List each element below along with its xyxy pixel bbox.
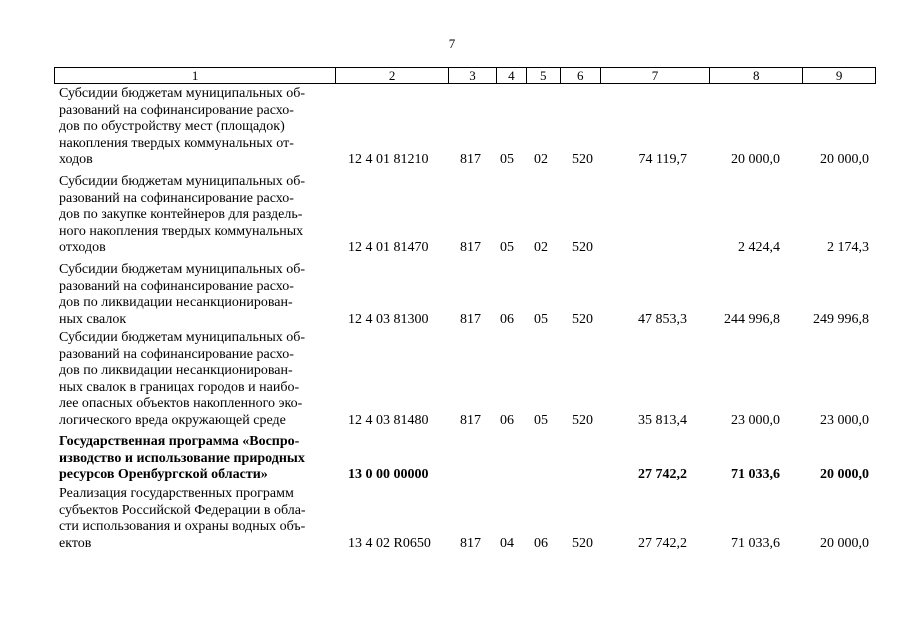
subsection-code: 06 [534, 535, 548, 551]
admin-code: 817 [460, 152, 481, 167]
amount-col-9: 2 174,3 [827, 240, 869, 255]
description-line: Реализация государственных программ [59, 486, 294, 501]
section-code: 05 [500, 240, 514, 255]
description-line: ных свалок в границах городов и наибо- [59, 379, 300, 395]
section-code: 06 [500, 412, 514, 428]
amount-col-8: 20 000,0 [731, 152, 780, 167]
budget-code: 12 4 01 81470 [348, 240, 429, 255]
header-col-3: 3 [449, 68, 497, 83]
page-number: 7 [448, 36, 456, 51]
amount-col-7: 74 119,7 [638, 152, 687, 167]
description-line: ектов [59, 535, 92, 551]
amount-col-9: 23 000,0 [820, 412, 869, 428]
description-line: Субсидии бюджетам муниципальных об- [59, 174, 306, 189]
header-col-9: 9 [835, 68, 843, 83]
description-line: ных свалок [59, 311, 127, 327]
expense-type-code: 520 [572, 311, 593, 327]
row-description [59, 262, 334, 328]
header-col-1: 1 [55, 68, 336, 83]
budget-code: 13 0 00 00000 [348, 467, 429, 482]
amount-col-8: 2 424,4 [738, 240, 780, 255]
subsection-code: 02 [534, 152, 548, 167]
description-line: дов по ликвидации несанкционирован- [59, 363, 293, 378]
description-line: Субсидии бюджетам муниципальных об- [59, 86, 306, 101]
amount-col-9: 20 000,0 [820, 535, 869, 551]
amount-col-8: 244 996,8 [724, 311, 780, 327]
row-description [59, 330, 334, 429]
description-line: разований на софинансирование расхо- [59, 102, 294, 118]
amount-col-7: 47 853,3 [638, 311, 687, 327]
description-line: дов по обустройству мест (площадок) [59, 119, 285, 134]
expense-type-code: 520 [572, 152, 593, 167]
row-description [59, 486, 334, 552]
section-code: 04 [500, 535, 514, 551]
budget-code: 12 4 03 81300 [348, 311, 429, 327]
amount-col-8: 71 033,6 [731, 535, 780, 551]
row-description [59, 86, 334, 169]
admin-code: 817 [460, 311, 481, 327]
subsection-code: 02 [534, 240, 548, 255]
admin-code: 817 [460, 240, 481, 255]
header-col-2: 2 [336, 68, 449, 83]
header-col-4: 4 [497, 68, 527, 83]
subsection-code: 05 [534, 412, 548, 428]
amount-col-7: 27 742,2 [638, 535, 687, 551]
description-line: логического вреда окружающей среде [59, 412, 286, 428]
admin-code: 817 [460, 535, 481, 551]
expense-type-code: 520 [572, 535, 593, 551]
amount-col-8: 23 000,0 [731, 412, 780, 428]
description-line: Государственная программа «Воспро- [59, 434, 300, 449]
description-line: дов по ликвидации несанкционирован- [59, 295, 293, 310]
description-line: разований на софинансирование расхо- [59, 190, 294, 206]
header-col-8: 8 [710, 68, 803, 83]
row-description [59, 174, 334, 257]
amount-col-8: 71 033,6 [731, 467, 780, 482]
amount-col-9: 20 000,0 [820, 467, 869, 482]
description-line: лее опасных объектов накопленного эко- [59, 396, 303, 411]
subsection-code: 05 [534, 311, 548, 327]
description-line: изводство и использование природных [59, 450, 305, 466]
amount-col-9: 249 996,8 [813, 311, 869, 327]
description-line: Субсидии бюджетам муниципальных об- [59, 262, 306, 277]
expense-type-code: 520 [572, 240, 593, 255]
description-line: разований на софинансирование расхо- [59, 346, 294, 362]
description-line: разований на софинансирование расхо- [59, 278, 294, 294]
amount-col-7: 35 813,4 [638, 412, 687, 428]
description-line: ного накопления твердых коммунальных [59, 223, 304, 239]
expense-type-code: 520 [572, 412, 593, 428]
description-line: дов по закупке контейнеров для раздель- [59, 207, 303, 222]
section-code: 06 [500, 311, 514, 327]
description-line: ресурсов Оренбургской области» [59, 467, 268, 482]
budget-code: 12 4 01 81210 [348, 152, 429, 167]
header-col-7: 7 [601, 68, 711, 83]
budget-code: 13 4 02 R0650 [348, 535, 431, 551]
amount-col-9: 20 000,0 [820, 152, 869, 167]
description-line: отходов [59, 240, 106, 255]
amount-col-7: 27 742,2 [638, 467, 687, 482]
description-line: сти использования и охраны водных объ- [59, 519, 306, 534]
header-col-6: 6 [561, 68, 601, 83]
section-code: 05 [500, 152, 514, 167]
header-col-5: 5 [527, 68, 561, 83]
description-line: Субсидии бюджетам муниципальных об- [59, 330, 306, 345]
description-line: субъектов Российской Федерации в обла- [59, 502, 306, 518]
description-line: ходов [59, 152, 93, 167]
description-line: накопления твердых коммунальных от- [59, 135, 294, 151]
budget-code: 12 4 03 81480 [348, 412, 429, 428]
row-description [59, 434, 334, 484]
admin-code: 817 [460, 412, 481, 428]
